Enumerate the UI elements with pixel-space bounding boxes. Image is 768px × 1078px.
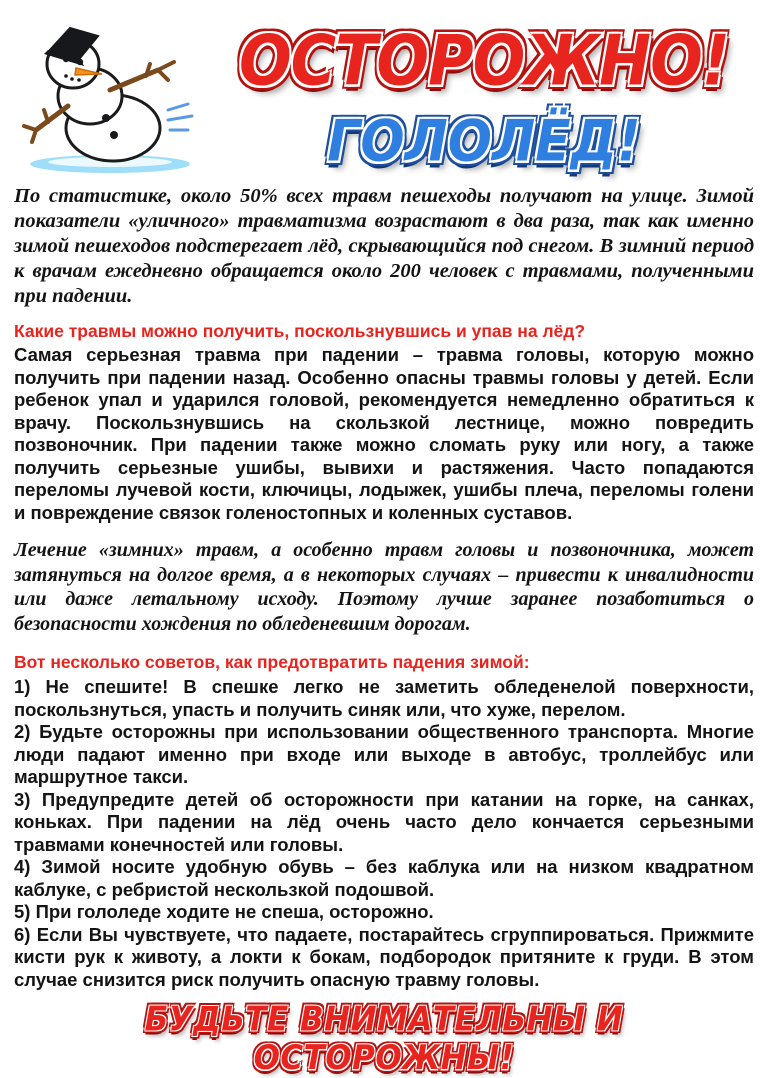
list-item: 6) Если Вы чувствуете, что падаете, постарайтесь сгруппироваться. Прижмите кисти рук к животу, а локти к бокам, подбородок притяните к груди. В этом случае снизится риск получить опасную травму головы.: [14, 923, 754, 990]
injuries-heading: Какие травмы можно получить, поскользнувшись и упав на лёд?: [14, 321, 586, 341]
intro-paragraph: По статистике, около 50% всех травм пешеходы получают на улице. Зимой показатели «уличного» травматизма возрастают в два раза, так как именно зимой пешеходов подстерегает лёд, скрывающийся под снегом. В зимний период к врачам ежедневно обращается около 200 человек с травмами, полученными при падении.: [14, 185, 754, 307]
treatment-note: Лечение «зимних» травм, а особенно травм головы и позвоночника, может затянуться на долгое время, а в некоторых случаях – привести к инвалидности или даже летальному исходу. Поэтому лучше заранее позаботиться о безопасности хождения по обледеневшим дорогам.: [14, 539, 754, 635]
list-item: 5) При гололеде ходите не спеша, осторожно.: [14, 901, 434, 922]
page-title: ОСТОРОЖНО!: [238, 19, 730, 102]
tips-heading: Вот несколько советов, как предотвратить падения зимой:: [14, 652, 530, 672]
footer-slogan: БУДЬТЕ ВНИМАТЕЛЬНЫ И ОСТОРОЖНЫ!: [144, 1000, 624, 1078]
snowman-slipping-on-ice-icon: [18, 18, 208, 176]
poster-header: [12, 10, 756, 178]
list-item: 3) Предупредите детей об осторожности при катании на горке, на санках, коньках. При падении на лёд очень часто дело кончается серьезными травмами конечностей или головы.: [14, 788, 754, 855]
list-item: 2) Будьте осторожны при использовании общественного транспорта. Многие люди падают именно при входе или выходе в автобус, троллейбус или маршрутное такси.: [14, 721, 754, 787]
poster-titles: [212, 10, 756, 175]
list-item: 4) Зимой носите удобную обувь – без каблука или на низком квадратном каблуке, с ребристой нескользкой подошвой.: [14, 856, 754, 900]
list-item: 1) Не спешите! В спешке легко не заметить обледенелой поверхности, поскользнуться, упасть и получить синяк или, что хуже, перелом.: [14, 676, 754, 720]
injuries-body: Самая серьезная травма при падении – травма головы, которую можно получить при падении назад. Особенно опасны травмы головы у детей. Если ребенок упал и ударился головой, рекомендуется немедленно обратиться к врачу. Поскользнувшись на скользкой лестнице, можно повредить позвоночник. При падении также можно сломать руку или ногу, а также получить серьезные ушибы, вывихи и растяжения. Часто попадаются переломы лучевой кости, ключицы, лодыжек, ушибы плеча, переломы голени и повреждение связок голеностопных и коленных суставов.: [14, 344, 754, 523]
page-subtitle: ГОЛОЛЁД!: [327, 109, 641, 175]
